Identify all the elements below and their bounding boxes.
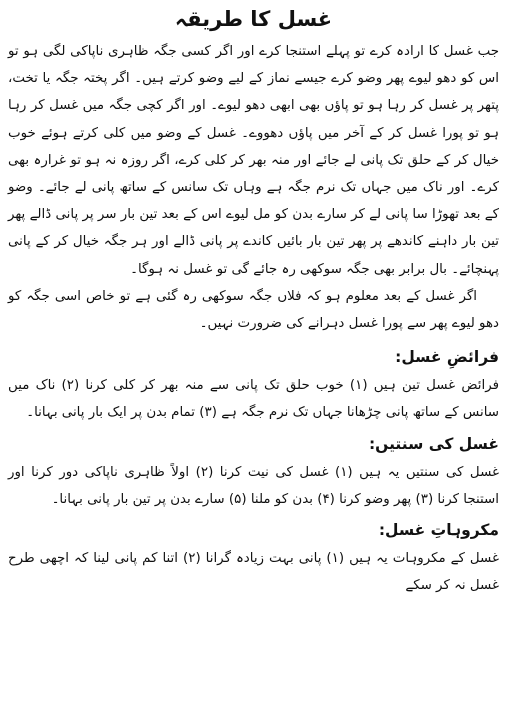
- page-title: غسل کا طریقہ: [174, 7, 333, 31]
- intro-paragraph: جب غسل کا ارادہ کرے تو پہلے استنجا کرے اور اگر کسی جگہ ظاہری ناپاکی لگی ہو تو اس کو دھو لیوے پھر وضو کرے جیسے نماز کے لیے وضو کرتے ہیں۔ اگر پختہ جگہ یا تخت، پتھر پر غسل کر رہا ہو تو پاؤں بھی ابھی دھو لیوے۔ اور اگر کچی جگہ میں غسل کر رہا ہو تو پورا غسل کر کے آخر میں پاؤں دھووے۔ غسل کے وضو میں کلی کرتے ہوئے خوب خیال کر کے حلق تک پانی لے جائے اور منہ بھر کر کلی کرے، اگر روزہ نہ ہو تو غرارہ بھی کرے۔ اور ناک میں جہاں تک نرم جگہ ہے وہاں تک سانس کے ساتھ پانی لے جائے۔ وضو کے بعد تھوڑا سا پانی لے کر سارے بدن کو مل لیوے اس کے بعد تین بار سر پر پانی ڈالے پھر تین بار داہنے کاندھے پر پھر تین بار بائیں کاندے پر پانی ڈالے اور ہر جگہ خیال کر کے پانی پہنچائے۔ بال برابر بھی جگہ سوکھی رہ جائے گی تو غسل نہ ہوگا۔: [8, 44, 499, 277]
- section-heading-sunnatein: غسل کی سنتیں:: [368, 434, 499, 453]
- spacer: [8, 337, 499, 340]
- section-heading-faraiz: فرائضِ غسل:: [395, 348, 499, 367]
- section-text-faraiz: فرائض غسل تین ہیں (۱) خوب حلق تک پانی سے منہ بھر کر کلی کرنا (۲) ناک میں سانس کے ساتھ پانی چڑھانا جہاں تک نرم جگہ ہے (۳) تمام بدن پر ایک بار پانی بہانا۔: [8, 378, 499, 421]
- section-text-sunnatein: غسل کی سنتیں یہ ہیں (۱) غسل کی نیت کرنا (۲) اولاً ظاہری ناپاکی دور کرنا اور استنجا کرنا (۳) پھر وضو کرنا (۴) بدن کو ملنا (۵) سارے بدن پر تین بار پانی بہانا۔: [8, 464, 500, 507]
- note-paragraph: اگر غسل کے بعد معلوم ہو کہ فلاں جگہ سوکھی رہ گئی ہے تو خاص اسی جگہ کو دھو لیوے پھر سے پورا غسل دہرانے کی ضرورت نہیں۔: [8, 288, 499, 332]
- section-heading-makroohat: مکروہاتِ غسل:: [378, 521, 499, 540]
- section-text-makroohat: غسل کے مکروہات یہ ہیں (۱) پانی بہت زیادہ گرانا (۲) اتنا کم پانی لینا کہ اچھی طرح غسل نہ کر سکے: [8, 551, 499, 594]
